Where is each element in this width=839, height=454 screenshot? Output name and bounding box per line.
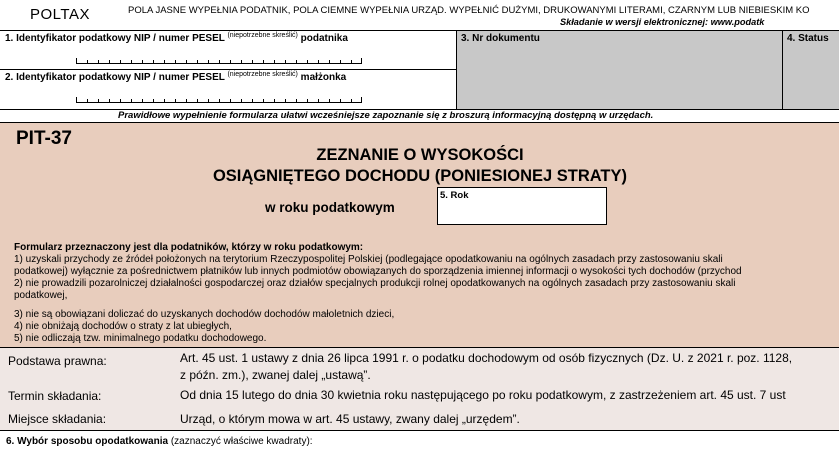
electronic-filing-note: Składanie w wersji elektronicznej: www.podatk (560, 17, 765, 27)
brand-logo: POLTAX (30, 6, 90, 23)
purpose-heading: Formularz przeznaczony jest dla podatników, którzy w roku podatkowym: (14, 242, 364, 253)
section-label: 6. Wybór sposobu opodatkowania (6, 436, 169, 447)
purpose-item: podatkowej, (14, 290, 68, 301)
filing-place-value: Urząd, o którym mowa w art. 45 ustawy, zwany dalej „urzędem”. (180, 412, 520, 426)
field-sup-text: (niepotrzebne skreślić) (227, 32, 298, 39)
brochure-note: Prawidłowe wypełnienie formularza ułatwi wcześniejsze zapoznanie się z broszurą informacyjną dostępną w urzędach. (118, 110, 654, 121)
field-suffix-text: małżonka (300, 72, 347, 83)
divider (782, 30, 783, 110)
taxpayer-id-input[interactable] (76, 58, 362, 64)
divider (0, 347, 839, 348)
field-taxpayer-id-label (5, 33, 348, 44)
form-title-line2: OSIĄGNIĘTEGO DOCHODU (PONIESIONEJ STRATY) (212, 167, 628, 185)
field-document-number-label: 3. Nr dokumentu (461, 33, 540, 44)
purpose-item: podatkowej) wyłącznie za pośrednictwem płatników lub innych podmiotów obowiązanych do sporządzenia imiennej informacji o wysokości tych dochodów (przychod (14, 266, 742, 277)
field-spouse-id-label (5, 72, 346, 83)
fill-instructions: POLA JASNE WYPEŁNIA PODATNIK, POLA CIEMNE WYPEŁNIA URZĄD. WYPEŁNIĆ DUŻYMI, DRUKOWANYMI LITERAMI, CZARNYM LUB NIEBIESKIM KO (128, 5, 810, 16)
divider (0, 430, 839, 431)
divider (0, 69, 456, 70)
legal-basis-value: Art. 45 ust. 1 ustawy z dnia 26 lipca 1991 r. o podatku dochodowym od osób fizycznych (Dz. U. z 2021 r. poz. 1128, (180, 351, 793, 365)
field-label-text: 2. Identyfikator podatkowy NIP / numer PESEL (5, 72, 225, 83)
tax-year-prefix: w roku podatkowym (265, 200, 395, 215)
divider (456, 30, 457, 110)
form-title-line1: ZEZNANIE O WYSOKOŚCI (316, 146, 524, 164)
tax-year-label: 5. Rok (440, 190, 469, 201)
filing-term-value: Od dnia 15 lutego do dnia 30 kwietnia roku następującego po roku podatkowym, z zastrzeżeniem art. 45 ust. 7 ust (180, 388, 786, 402)
field-label-text: 1. Identyfikator podatkowy NIP / numer PESEL (5, 33, 225, 44)
field-status-label: 4. Status (787, 33, 829, 44)
purpose-item: 4) nie obniżają dochodów o straty z lat ubiegłych, (14, 321, 232, 332)
form-code: PIT-37 (16, 128, 72, 149)
section-hint: (zaznaczyć właściwe kwadraty): (170, 436, 313, 447)
purpose-item: 5) nie odliczają tzw. minimalnego podatku dochodowego. (14, 333, 267, 344)
legal-basis-key: Podstawa prawna: (8, 354, 107, 368)
purpose-item: 3) nie są obowiązani doliczać do uzyskanych dochodów dochodów małoletnich dzieci, (14, 309, 395, 320)
filing-place-key: Miejsce składania: (8, 412, 107, 426)
filing-term-key: Termin składania: (8, 389, 102, 403)
spouse-id-input[interactable] (76, 97, 362, 103)
purpose-item: 1) uzyskali przychody ze źródeł położonych na terytorium Rzeczypospolitej Polskiej (podlegające opodatkowaniu na ogólnych zasadach przy zastosowaniu skali (14, 254, 723, 265)
field-sup-text: (niepotrzebne skreślić) (227, 71, 298, 78)
legal-basis-value-cont: z późn. zm.), zwanej dalej „ustawą”. (180, 368, 371, 382)
divider (0, 122, 839, 123)
purpose-item: 2) nie prowadzili pozarolniczej działalności gospodarczej oraz działów specjalnych produkcji rolnej opodatkowanych na ogólnych zasadach przy zastosowaniu skali (14, 278, 736, 289)
field-suffix-text: podatnika (300, 33, 348, 44)
taxation-method-heading (6, 436, 313, 447)
